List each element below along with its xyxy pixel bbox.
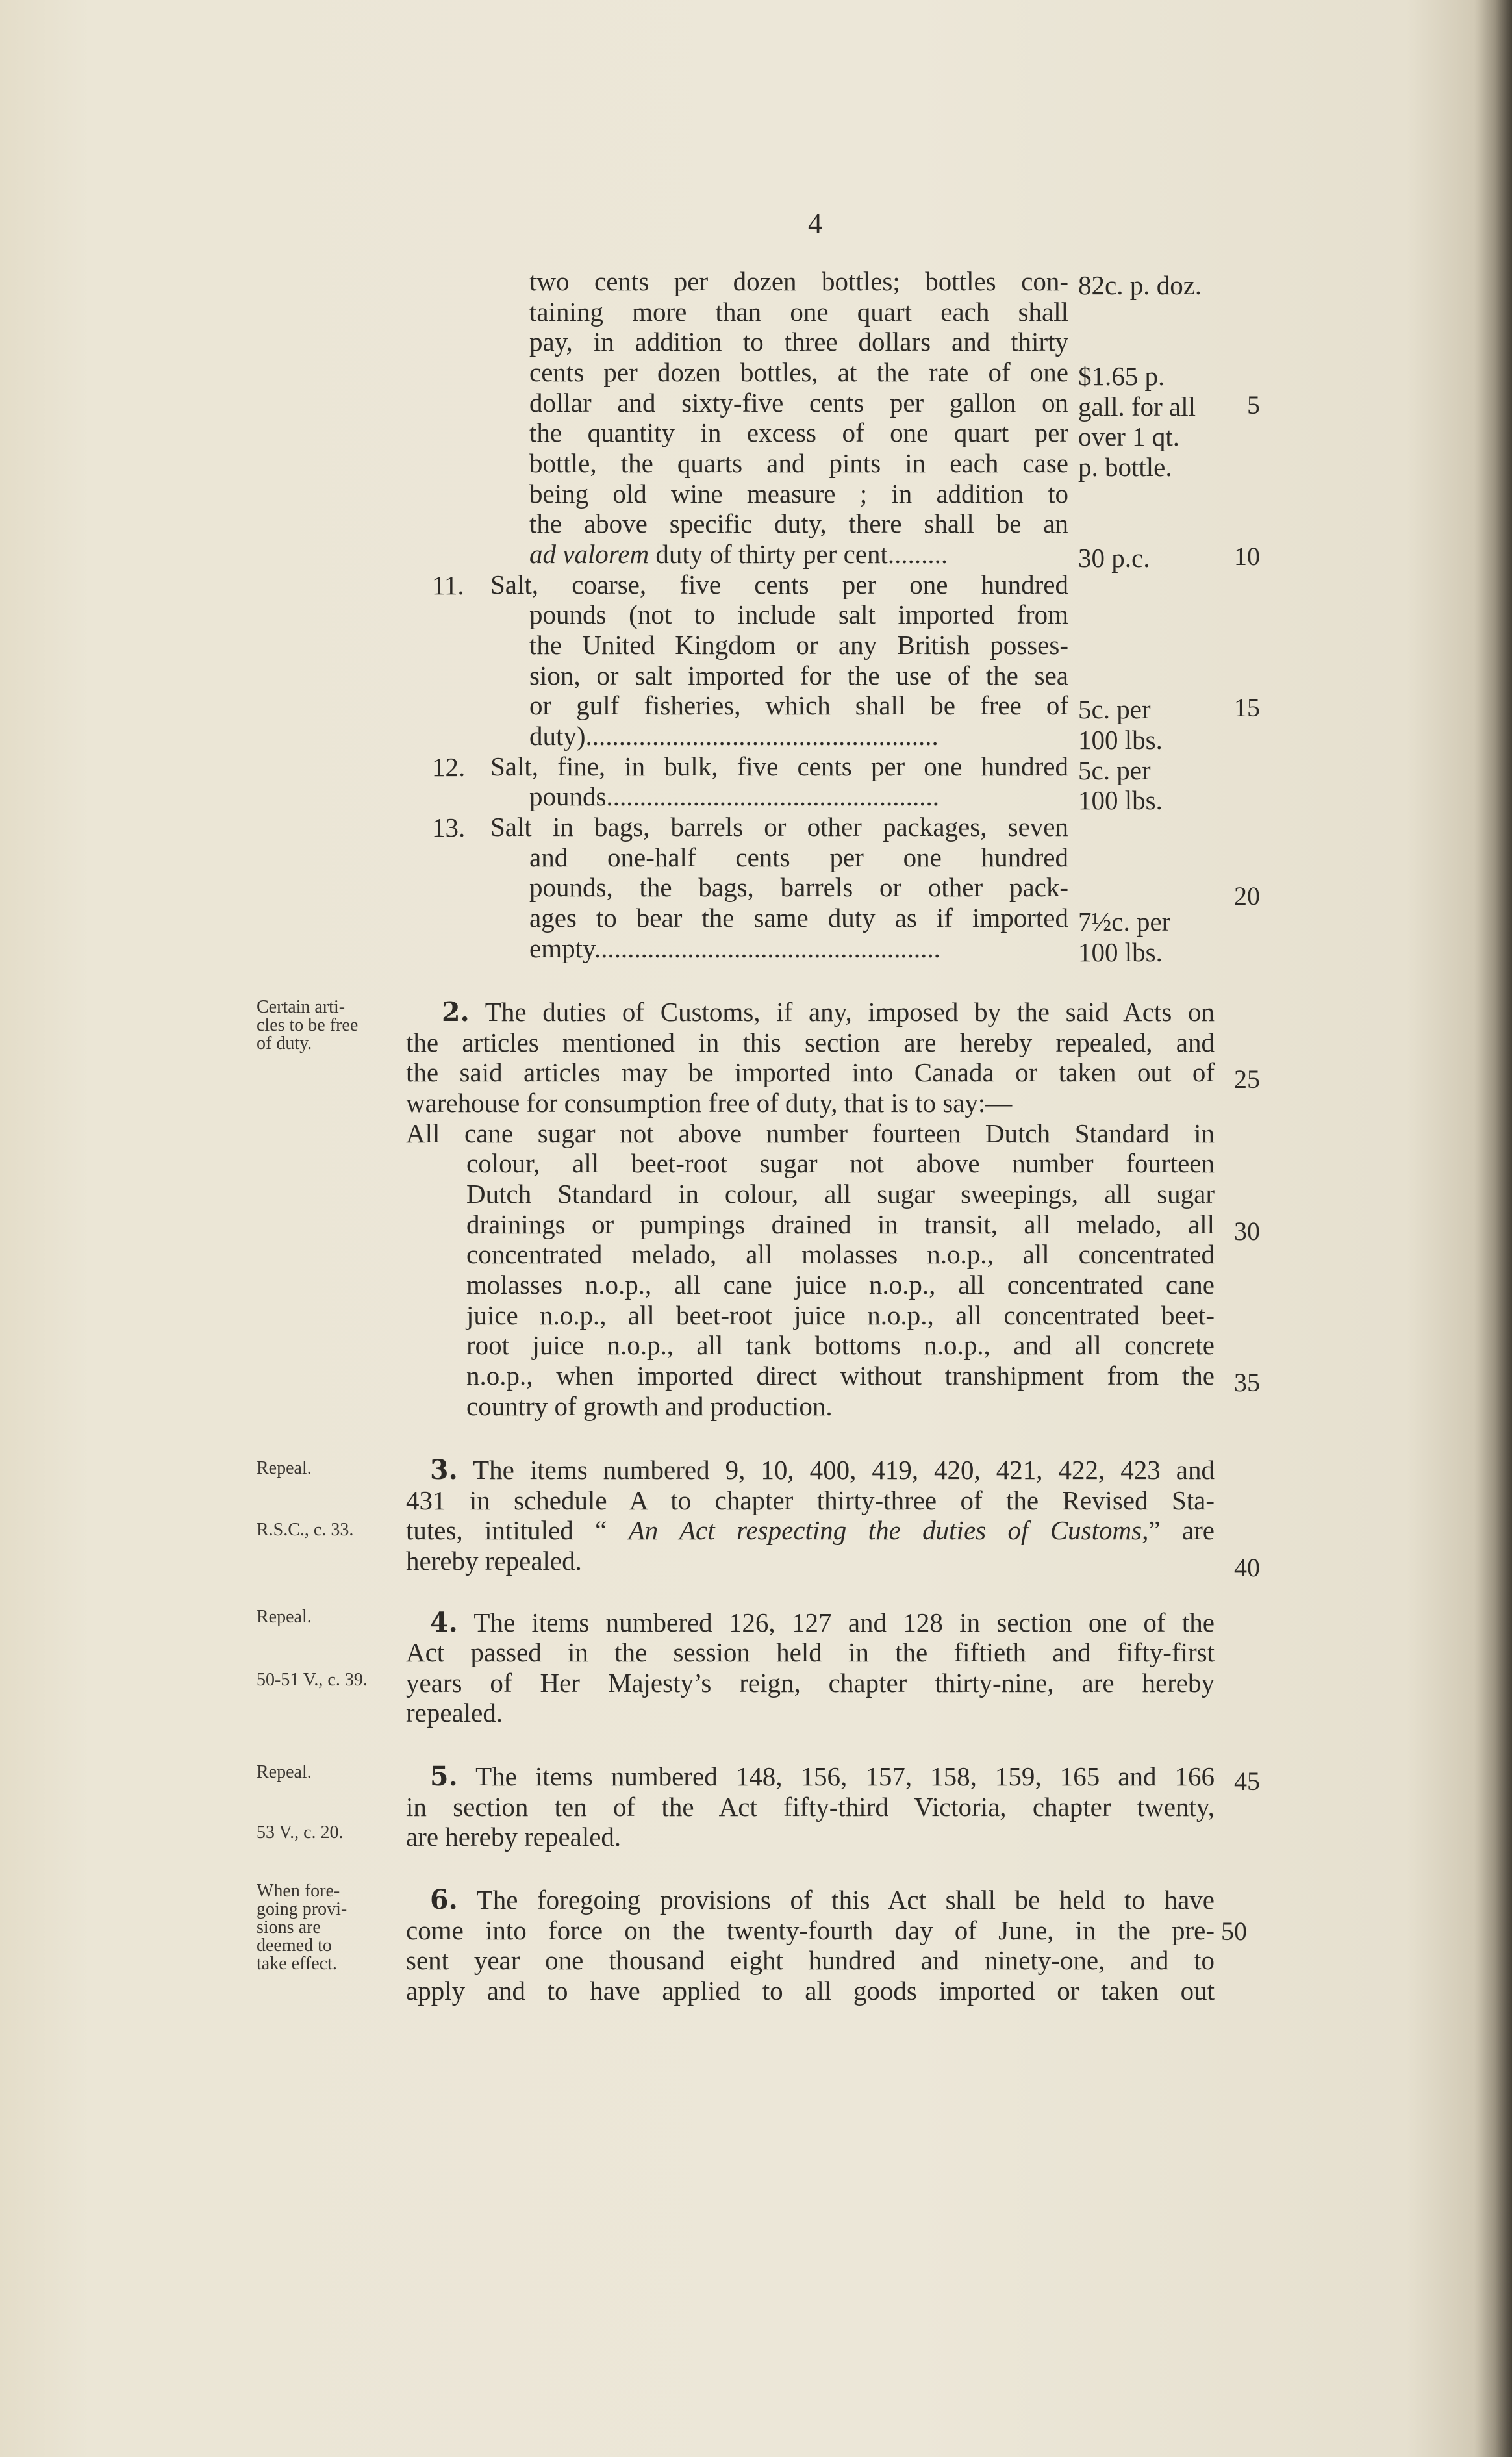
item10-line: being old wine measure ; in addition to — [529, 479, 1068, 509]
section6-first-line — [430, 1885, 1215, 1915]
section5-line: in section ten of the Act fifty-third Victoria, chapter twenty, — [406, 1792, 1215, 1822]
section3-text: The items numbered 9, 10, 400, 419, 420, 421, 422, 423 and — [473, 1455, 1215, 1485]
section6-line: come into force on the twenty-fourth day of June, in the pre- — [406, 1915, 1215, 1945]
item-number: 13. — [432, 813, 466, 842]
line-number: 25 — [1234, 1065, 1260, 1094]
item10-line: two cents per dozen bottles; bottles con- — [529, 266, 1068, 296]
section3-text: ” are — [1148, 1515, 1215, 1545]
rate: 100 lbs. — [1078, 725, 1163, 755]
section2-line: n.o.p., when imported direct without transhipment from the — [466, 1361, 1215, 1391]
section3-line: 431 in schedule A to chapter thirty-three of the Revised Sta- — [406, 1485, 1215, 1515]
sidenote-repeal: Repeal. — [257, 1762, 312, 1782]
line-number: 15 — [1234, 693, 1260, 722]
line-number: 40 — [1234, 1553, 1260, 1582]
item12-line: pounds.................................................. — [529, 781, 939, 811]
sidenote-citation: 50-51 V., c. 39. — [257, 1670, 368, 1690]
item11-line: sion, or salt imported for the use of the sea — [529, 661, 1068, 690]
item10-line: taining more than one quart each shall — [529, 297, 1068, 327]
section-number: 6. — [430, 1884, 458, 1915]
section3-line: hereby repealed. — [406, 1546, 582, 1576]
line-number: 50 — [1221, 1917, 1247, 1946]
item11-line: the United Kingdom or any British posses- — [529, 630, 1068, 660]
section6-line: apply and to have applied to all goods imported or taken out — [406, 1976, 1215, 2006]
ad-valorem-text: ad valorem — [529, 539, 649, 569]
line-number: 5 — [1247, 390, 1260, 420]
item12-line: Salt, fine, in bulk, five cents per one hundred — [490, 751, 1068, 781]
item11-line: duty)..................................................... — [529, 721, 939, 751]
item11-line: pounds (not to include salt imported from — [529, 599, 1068, 629]
sidenote-line: When fore- — [257, 1881, 340, 1901]
item10-line: pay, in addition to three dollars and thirty — [529, 327, 1068, 357]
sidenote-repeal: Repeal. — [257, 1458, 312, 1478]
rate: 7½c. per — [1078, 907, 1171, 937]
sidenote-line: sions are — [257, 1917, 321, 1937]
item13-line: Salt in bags, barrels or other packages, seven — [490, 812, 1068, 842]
line-number: 10 — [1234, 542, 1260, 571]
item13-line: pounds, the bags, barrels or other pack- — [529, 872, 1068, 902]
item10-line: the quantity in excess of one quart per — [529, 418, 1068, 447]
section4-first-line — [430, 1607, 1215, 1637]
item13-line: and one-half cents per one hundred — [529, 842, 1068, 872]
section2-line: the articles mentioned in this section are hereby repealed, and — [406, 1027, 1215, 1057]
section5-text: The items numbered 148, 156, 157, 158, 159, 165 and 166 — [475, 1761, 1215, 1791]
section3-line — [406, 1515, 1215, 1545]
section-number: 2. — [442, 996, 470, 1027]
section-number: 3. — [430, 1454, 458, 1485]
line-number: 35 — [1234, 1368, 1260, 1397]
item10-last-text: duty of thirty per cent......... — [649, 539, 948, 569]
section2-line: root juice n.o.p., all tank bottoms n.o.p., and all concrete — [466, 1330, 1215, 1360]
section2-first-line — [442, 997, 1215, 1027]
rate: 5c. per — [1078, 755, 1151, 785]
page-number: 4 — [808, 207, 822, 239]
rate: 5c. per — [1078, 694, 1151, 724]
section5-first-line — [430, 1761, 1215, 1791]
rate: $1.65 p. — [1078, 361, 1165, 391]
sidenote-line: going provi- — [257, 1899, 347, 1919]
rate: 82c. p. doz. — [1078, 270, 1202, 300]
section4-line: Act passed in the session held in the fiftieth and fifty-first — [406, 1637, 1215, 1667]
item13-line: empty.................................................... — [529, 933, 940, 963]
item10-line: bottle, the quarts and pints in each case — [529, 448, 1068, 478]
section4-text: The items numbered 126, 127 and 128 in section one of the — [473, 1607, 1215, 1637]
section3-text: tutes, intituled “ — [406, 1515, 629, 1545]
section6-line: sent year one thousand eight hundred and ninety-one, and to — [406, 1945, 1215, 1975]
item10-last-line — [529, 539, 1068, 569]
item-number: 12. — [432, 752, 466, 782]
line-number: 20 — [1234, 881, 1260, 911]
sidenote-line: cles to be free — [257, 1015, 359, 1035]
item10-line: cents per dozen bottles, at the rate of one — [529, 357, 1068, 387]
section2-line: country of growth and production. — [466, 1391, 833, 1421]
rate: 100 lbs. — [1078, 785, 1163, 815]
section2-line: the said articles may be imported into Canada or taken out of — [406, 1057, 1215, 1087]
sidenote-citation: R.S.C., c. 33. — [257, 1520, 354, 1540]
sidenote-effect — [257, 1882, 347, 1973]
section5-line: are hereby repealed. — [406, 1822, 622, 1852]
section2-line: concentrated melado, all molasses n.o.p., all concentrated — [466, 1239, 1215, 1269]
sidenote-repeal: Repeal. — [257, 1607, 312, 1627]
sidenote-line: Certain arti- — [257, 997, 346, 1017]
sidenote-line: of duty. — [257, 1033, 312, 1053]
sidenote-line: deemed to — [257, 1935, 332, 1956]
line-number: 30 — [1234, 1216, 1260, 1246]
section4-line: repealed. — [406, 1698, 503, 1728]
section3-first-line — [430, 1455, 1215, 1485]
item10-line: the above specific duty, there shall be an — [529, 509, 1068, 538]
rate: gall. for all — [1078, 392, 1196, 422]
section2-line: juice n.o.p., all beet-root juice n.o.p., all concentrated beet- — [466, 1300, 1215, 1330]
section2-line: warehouse for consumption free of duty, that is to say:— — [406, 1088, 1013, 1118]
item-number: 11. — [432, 570, 464, 600]
sidenote-citation: 53 V., c. 20. — [257, 1822, 344, 1843]
rate: over 1 qt. — [1078, 422, 1179, 451]
sidenote-line: take effect. — [257, 1954, 337, 1974]
rate: p. bottle. — [1078, 452, 1172, 482]
section-number: 5. — [430, 1761, 458, 1792]
section2-text: The duties of Customs, if any, imposed by the said Acts on — [485, 997, 1215, 1027]
section2-line: colour, all beet-root sugar not above number fourteen — [466, 1148, 1215, 1178]
item13-line: ages to bear the same duty as if imported — [529, 903, 1068, 933]
item11-line: or gulf fisheries, which shall be free of — [529, 690, 1068, 720]
rate: 100 lbs. — [1078, 937, 1163, 967]
section2-line: molasses n.o.p., all cane juice n.o.p., all concentrated cane — [466, 1270, 1215, 1300]
book-gutter-shadow — [1474, 0, 1512, 2457]
item11-line: Salt, coarse, five cents per one hundred — [490, 570, 1068, 599]
act-title: An Act respecting the duties of Customs, — [628, 1515, 1149, 1545]
section2-line: Dutch Standard in colour, all sugar sweepings, all sugar — [466, 1179, 1215, 1209]
section-number: 4. — [430, 1607, 458, 1638]
rate: 30 p.c. — [1078, 543, 1150, 573]
line-number: 45 — [1234, 1767, 1260, 1796]
section4-line: years of Her Majesty’s reign, chapter thirty-nine, are hereby — [406, 1668, 1215, 1698]
section2-line: All cane sugar not above number fourteen Dutch Standard in — [406, 1118, 1215, 1148]
section2-line: drainings or pumpings drained in transit, all melado, all — [466, 1209, 1215, 1239]
sidenote-free-articles — [257, 998, 358, 1053]
section6-text: The foregoing provisions of this Act shall be held to have — [476, 1885, 1215, 1915]
item10-line: dollar and sixty-five cents per gallon on — [529, 388, 1068, 418]
